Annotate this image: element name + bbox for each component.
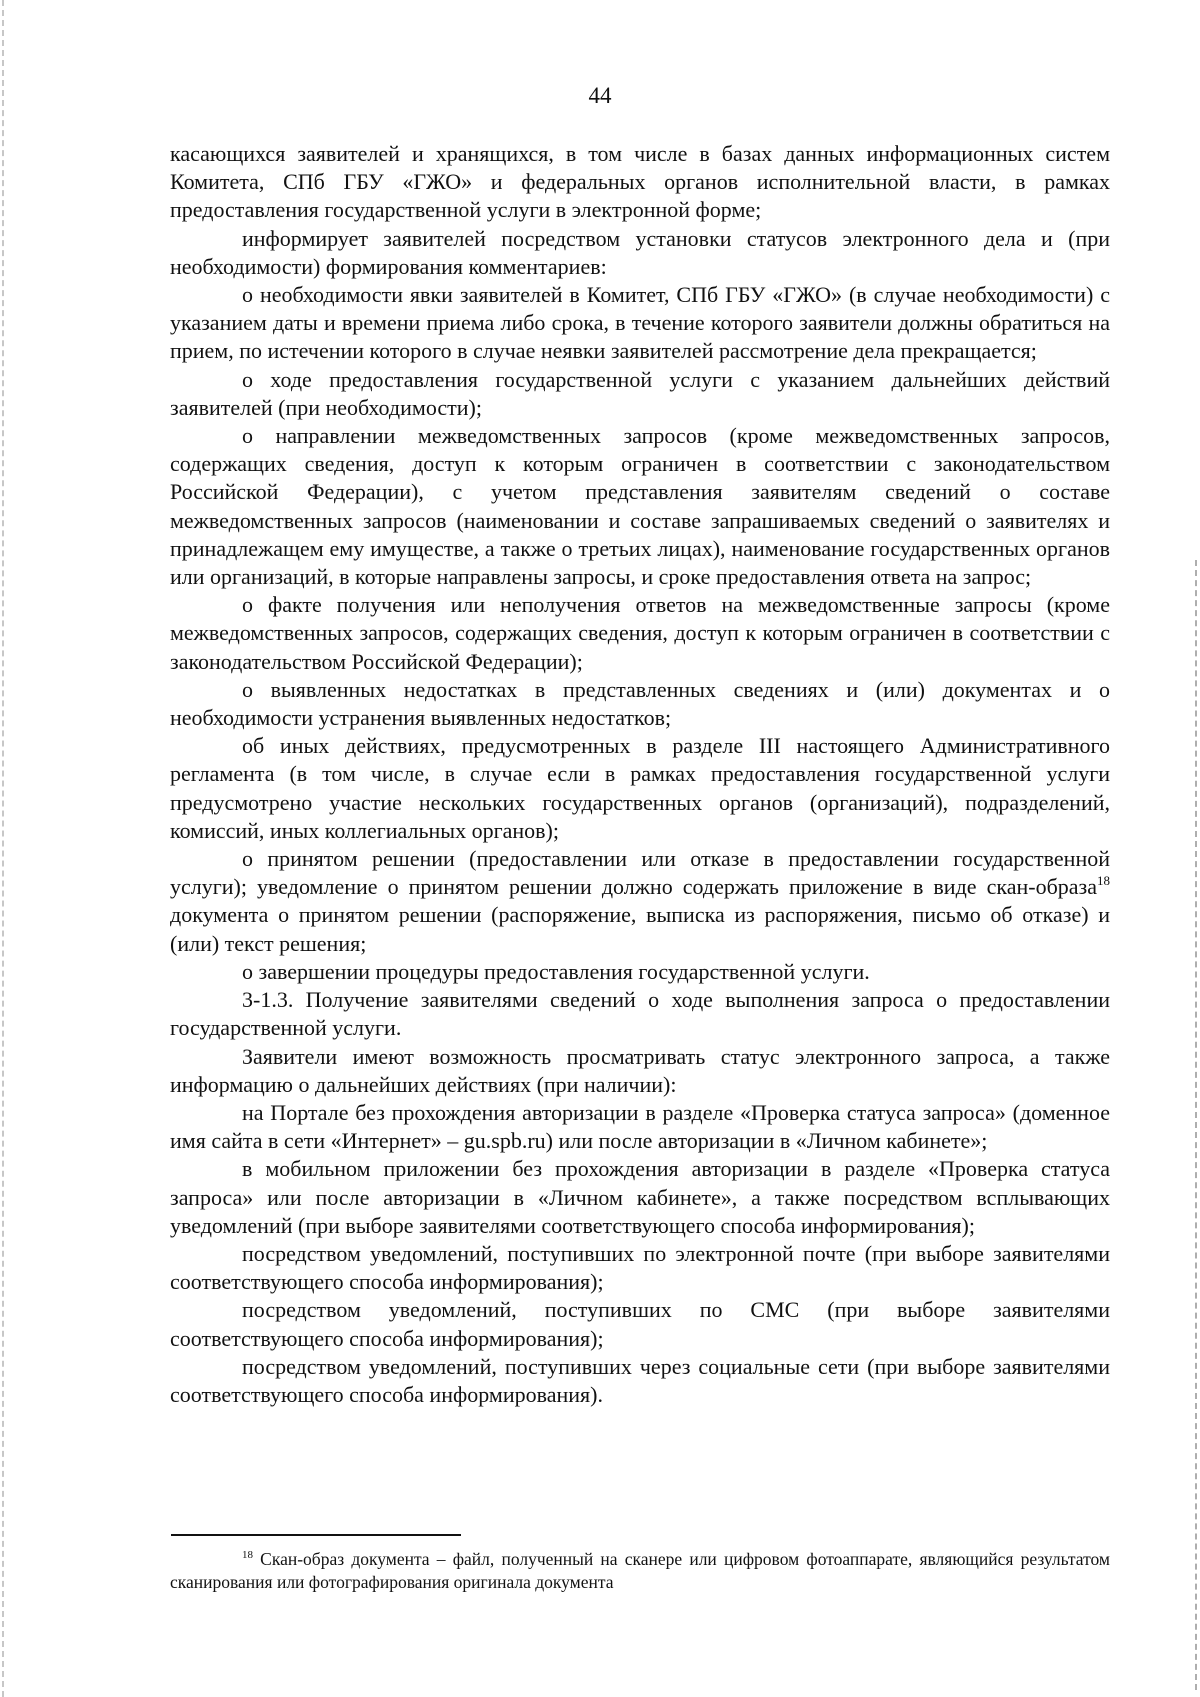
paragraph <box>170 591 1110 676</box>
paragraph-text: на Портале без прохождения авторизации в разделе «Проверка статуса запроса» (доменное имя сайта в сети «Интернет» – gu.spb.ru) или после авторизации в «Личном кабинете»; <box>170 1099 1110 1154</box>
scan-edge-left <box>2 0 4 1697</box>
paragraph-text: посредством уведомлений, поступивших по электронной почте (при выборе заявителями соответствующего способа информирования); <box>170 1240 1110 1295</box>
paragraph-text: об иных действиях, предусмотренных в разделе III настоящего Административного регламента (в том числе, в случае если в рамках предоставления государственной услуги предусмотрено участие нескольких государственных органов (организаций), подразделений, комиссий, иных коллегиальных органов); <box>170 733 1110 843</box>
paragraph-text: Заявители имеют возможность просматривать статус электронного запроса, а также информацию о дальнейших действиях (при наличии): <box>170 1043 1110 1097</box>
paragraph-text: о ходе предоставления государственной услуги с указанием дальнейших действий заявителей (при необходимости); <box>170 366 1110 420</box>
paragraph-text: о принятом решении (предоставлении или отказе в предоставлении государственной услуги); уведомление о принятом решении должно содержать приложение в виде скан-образа <box>170 846 1110 900</box>
paragraph <box>170 732 1110 845</box>
paragraph <box>170 1099 1110 1155</box>
footnote-marker: 18 <box>242 1549 253 1561</box>
paragraph-text: о выявленных недостатках в представленных сведениях и (или) документах и о необходимости устранения выявленных недостатков; <box>170 676 1110 731</box>
paragraph <box>170 1240 1110 1296</box>
paragraph <box>170 1155 1110 1240</box>
paragraph-text: о факте получения или неполучения ответов на межведомственные запросы (кроме межведомственных запросов, содержащих сведения, доступ к которым ограничен в соответствии с законодательством Российской Федерации); <box>170 592 1110 674</box>
footnote-separator <box>171 1534 461 1536</box>
paragraph-text: информирует заявителей посредством установки статусов электронного дела и (при необходимости) формирования комментариев: <box>170 225 1110 279</box>
paragraph <box>170 986 1110 1042</box>
scan-edge-right <box>1195 560 1197 1690</box>
paragraph <box>170 1043 1110 1099</box>
paragraph-text-continued: документа о принятом решении (распоряжение, выписка из распоряжения, письмо об отказе) и (или) текст решения; <box>170 902 1110 956</box>
paragraph-text: в мобильном приложении без прохождения авторизации в разделе «Проверка статуса запроса» или после авторизации в «Личном кабинете», а также посредством всплывающих уведомлений (при выборе заявителями соответствующего способа информирования); <box>170 1156 1110 1238</box>
body-text <box>170 140 1110 1409</box>
paragraph <box>170 281 1110 366</box>
paragraph <box>170 676 1110 732</box>
paragraph-text: о направлении межведомственных запросов (кроме межведомственных запросов, содержащих сведения, доступ к которым ограничен в соответствии с законодательством Российской Федерации), с учетом представления заявителям сведений о составе межведомственных запросов (наименовании и составе запрашиваемых сведений о заявителях и принадлежащем ему имуществе, а также о третьих лицах), наименование государственных органов или организаций, в которые направлены запросы, и сроке предоставления ответа на запрос; <box>170 423 1110 590</box>
footnote <box>170 1548 1110 1594</box>
paragraph-text: посредством уведомлений, поступивших по СМС (при выборе заявителями соответствующего способа информирования); <box>170 1297 1110 1351</box>
paragraph-text: посредством уведомлений, поступивших через социальные сети (при выборе заявителями соответствующего способа информирования). <box>170 1353 1110 1407</box>
paragraph <box>170 422 1110 591</box>
paragraph-text: о завершении процедуры предоставления государственной услуги. <box>242 958 870 984</box>
paragraph-text: касающихся заявителей и хранящихся, в том числе в базах данных информационных систем Комитета, СПб ГБУ «ГЖО» и федеральных органов исполнительной власти, в рамках предоставления государственной услуги в электронной форме; <box>170 141 1110 223</box>
paragraph <box>170 1353 1110 1409</box>
footnote-text: Скан-образ документа – файл, полученный на сканере или цифровом фотоаппарате, являющийся результатом сканирования или фотографирования оригинала документа <box>170 1549 1110 1592</box>
footnote-paragraph <box>170 1548 1110 1594</box>
page-number: 44 <box>588 83 612 108</box>
paragraph-text: 3-1.3. Получение заявителями сведений о ходе выполнения запроса о предоставлении государственной услуги. <box>170 987 1110 1041</box>
paragraph-text: о необходимости явки заявителей в Комитет, СПб ГБУ «ГЖО» (в случае необходимости) с указанием даты и времени приема либо срока, в течение которого заявители должны обратиться на прием, по истечении которого в случае неявки заявителей рассмотрение дела прекращается; <box>170 282 1110 364</box>
paragraph <box>170 958 1110 986</box>
paragraph <box>170 366 1110 422</box>
paragraph <box>170 225 1110 281</box>
footnote-reference[interactable]: 18 <box>1097 873 1110 889</box>
paragraph <box>170 1296 1110 1352</box>
paragraph <box>170 845 1110 958</box>
paragraph <box>170 140 1110 225</box>
